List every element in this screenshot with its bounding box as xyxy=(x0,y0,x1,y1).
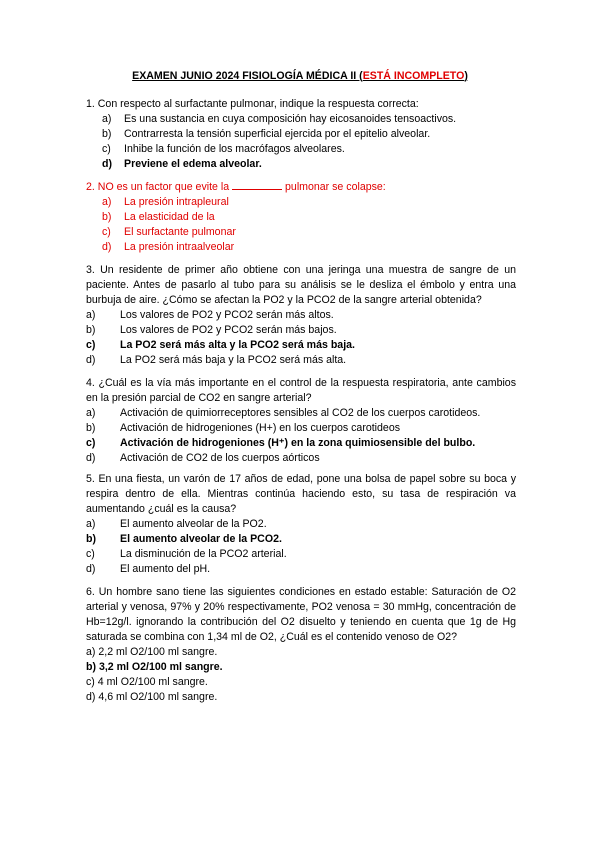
option-b: b) Los valores de PO2 y PCO2 serán más bajos. xyxy=(86,324,337,336)
question-stem: 2. NO es un factor que evite la pulmonar se colapse: xyxy=(86,181,386,193)
question-3 xyxy=(86,263,516,368)
question-stem: 5. En una fiesta, un varón de 17 años de edad, pone una bolsa de papel sobre su boca y respira dentro de ella. Mientras continúa haciendo esto, su tasa de respiración va aumentando ¿cuál es la causa? xyxy=(86,473,516,515)
option-a: a) La presión intrapleural xyxy=(102,196,229,208)
option-b-correct: b) 3,2 ml O2/100 ml sangre. xyxy=(86,661,223,673)
page-title xyxy=(0,70,600,82)
question-stem: 6. Un hombre sano tiene las siguientes condiciones en estado estable: Saturación de O2 arterial y venosa, 97% y 20% respectivamente, PO2 venosa = 30 mmHg, concentración de Hb=12g/l. ignorando la contribución del O2 disuelto y teniendo en cuenta que 1g de Hg saturada se combina con 1,34 ml de O2, ¿Cuál es el contenido venoso de O2? xyxy=(86,586,516,643)
option-d: d) Activación de CO2 de los cuerpos aórticos xyxy=(86,452,320,464)
option-a: a) Activación de quimiorreceptores sensibles al CO2 de los cuerpos carotideos. xyxy=(86,407,481,419)
question-stem: 3. Un residente de primer año obtiene con una jeringa una muestra de sangre de un paciente. Antes de pasarlo al tubo para su análisis se le desliza el émbolo y entra una burbuja de aire. ¿Cómo se afectan la PO2 y la PCO2 de la sangre arterial obtenida? xyxy=(86,264,516,306)
option-d-correct: d) Previene el edema alveolar. xyxy=(102,158,262,170)
option-a: a) Es una sustancia en cuya composición hay eicosanoides tensoactivos. xyxy=(102,113,457,125)
option-d: d) La PO2 será más baja y la PCO2 será más alta. xyxy=(86,354,347,366)
question-6 xyxy=(86,585,516,705)
option-a: a) 2,2 ml O2/100 ml sangre. xyxy=(86,646,218,658)
option-c: c) La disminución de la PCO2 arterial. xyxy=(86,548,287,560)
option-c-correct: c) Activación de hidrogeniones (H⁺) en la zona quimiosensible del bulbo. xyxy=(86,437,476,449)
option-a: a) El aumento alveolar de la PO2. xyxy=(86,518,267,530)
question-stem: 4. ¿Cuál es la vía más importante en el control de la respuesta respiratoria, ante cambios en la presión parcial de CO2 en sangre arterial? xyxy=(86,377,516,404)
option-b: b) Contrarresta la tensión superficial ejercida por el epitelio alveolar. xyxy=(102,128,431,140)
option-d: d) 4,6 ml O2/100 ml sangre. xyxy=(86,691,218,703)
option-a: a) Los valores de PO2 y PCO2 serán más altos. xyxy=(86,309,334,321)
question-2 xyxy=(86,179,516,255)
option-b-correct: b) El aumento alveolar de la PCO2. xyxy=(86,533,282,545)
question-1 xyxy=(86,97,516,172)
option-c-correct: c) La PO2 será más alta y la PCO2 será más baja. xyxy=(86,339,355,351)
option-c: c) 4 ml O2/100 ml sangre. xyxy=(86,676,208,688)
title-incomplete-note: ESTÁ INCOMPLETO xyxy=(362,70,465,82)
option-d: d) El aumento del pH. xyxy=(86,563,211,575)
title-close: ) xyxy=(464,70,468,82)
title-main: EXAMEN JUNIO 2024 FISIOLOGÍA MÉDICA II ( xyxy=(132,70,363,82)
option-b: b) Activación de hidrogeniones (H+) en los cuerpos carotideos xyxy=(86,422,401,434)
option-c: c) Inhibe la función de los macrófagos alveolares. xyxy=(102,143,345,155)
blank-line xyxy=(232,179,282,190)
option-d: d) La presión intraalveolar xyxy=(102,241,235,253)
option-b: b) La elasticidad de la xyxy=(102,211,215,223)
option-c: c) El surfactante pulmonar xyxy=(102,226,236,238)
question-5 xyxy=(86,472,516,577)
question-stem: 1. Con respecto al surfactante pulmonar, indique la respuesta correcta: xyxy=(86,98,419,110)
question-4 xyxy=(86,376,516,466)
